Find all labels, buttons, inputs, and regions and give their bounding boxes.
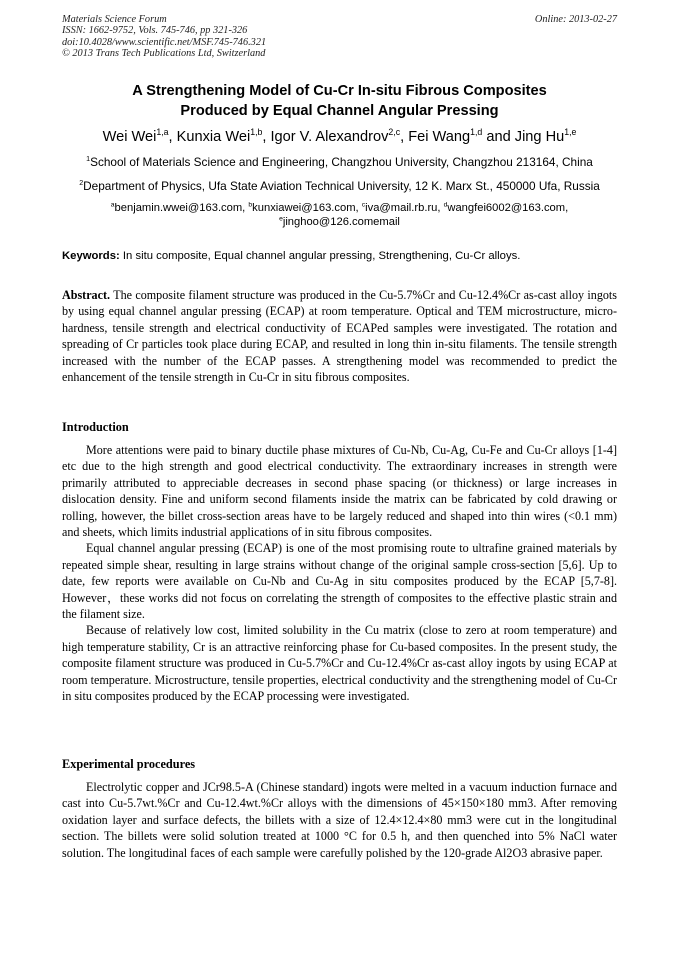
- email-list: [62, 201, 617, 229]
- email-entry: $^d$wangfei6002@163.com,: [443, 201, 569, 214]
- author-affiliation-mark: 1,d: [470, 127, 483, 138]
- affiliation-text: School of Materials Science and Engineering, Changzhou University, Changzhou 213164, China: [90, 155, 593, 169]
- author-separator: ,: [262, 129, 271, 145]
- author-separator: ,: [400, 129, 409, 145]
- affiliation-1: [62, 155, 617, 169]
- author-separator: ,: [168, 129, 177, 145]
- affiliation-number: 1: [86, 155, 91, 164]
- email-address[interactable]: jinghoo@126.comemail: [282, 216, 400, 228]
- author-name: Igor V. Alexandrov: [270, 129, 389, 145]
- keywords: [62, 249, 617, 263]
- affiliation-text: Department of Physics, Ufa State Aviation Technical University, 12 K. Marx St., 450000 Ufa, Russia: [83, 179, 600, 193]
- paragraph: Because of relatively low cost, limited solubility in the Cu matrix (close to zero at room temperature) and high temperature stability, Cr is an attractive reinforcing phase for Cu-based composites. In the present study, the composite filament structure was produced in Cu-5.7%Cr and Cu-12.4%Cr as-cast alloy ingots by using ECAP at room temperature. Microstructure, tensile properties, electrical conductivity and the strengthening model of Cu-Cr in situ composites produced by the ECAP processing were investigated.: [62, 623, 617, 704]
- issn-line: ISSN: 1662-9752, Vols. 745-746, pp 321-326: [62, 25, 248, 37]
- author-separator: and: [482, 129, 515, 145]
- email-entry: $^a$benjamin.wwei@163.com,: [110, 201, 246, 214]
- paragraph: Electrolytic copper and JCr98.5-A (Chinese standard) ingots were melted in a vacuum induction furnace and cast into Cu-5.7wt.%Cr and Cu-12.4wt.%Cr alloys with the dimensions of 45×150×180 mm3. After removing oxidation layer and surface defects, the billets with a size of 12.4×12.4×80 mm3 were cut in the longitudinal section. The billets were solid solution treated at 1000 °C for 0.5 h, and then quenched into 5% NaCl water solution. The longitudinal faces of each sample were carefully polished by the 120-grade Al2O3 abrasive paper.: [62, 780, 617, 860]
- email-address[interactable]: wangfei6002@163.com,: [447, 202, 569, 214]
- email-entry: $^c$iva@mail.rb.ru,: [361, 201, 441, 214]
- introduction-body: [62, 442, 617, 705]
- author-affiliation-mark: 2,c: [388, 127, 401, 138]
- doi-line: doi:10.4028/www.scientific.net/MSF.745-746.321: [62, 36, 267, 48]
- author-affiliation-mark: 1,b: [250, 127, 263, 138]
- title-line-2: Produced by Equal Channel Angular Pressing: [180, 103, 499, 119]
- abstract: [62, 287, 617, 385]
- email-entry: $^b$kunxiawei@163.com,: [248, 201, 359, 214]
- author-affiliation-mark: 1,e: [564, 127, 577, 138]
- experimental-body: [62, 779, 617, 861]
- keywords-label: Keywords:: [62, 250, 120, 262]
- keywords-text: In situ composite, Equal channel angular pressing, Strengthening, Cu-Cr alloys.: [122, 250, 521, 262]
- online-date: Online: 2013-02-27: [534, 14, 617, 25]
- email-address[interactable]: iva@mail.rb.ru,: [365, 202, 441, 214]
- author-name: Kunxia Wei: [176, 129, 251, 145]
- author-name: Jing Hu: [514, 129, 565, 145]
- affiliation-number: 2: [79, 179, 84, 188]
- affiliation-2: [62, 179, 617, 193]
- author-list: [62, 127, 617, 147]
- experimental-heading: Experimental procedures: [62, 757, 196, 771]
- author-affiliation-mark: 1,a: [156, 127, 169, 138]
- title-line-1: A Strengthening Model of Cu-Cr In-situ Fibrous Composites: [132, 83, 547, 99]
- abstract-label: Abstract.: [62, 288, 111, 302]
- email-address[interactable]: kunxiawei@163.com,: [252, 202, 359, 214]
- paper-title: [62, 81, 617, 121]
- introduction-heading: Introduction: [62, 420, 129, 434]
- author-name: Fei Wang: [408, 129, 471, 145]
- author-name: Wei Wei: [102, 129, 157, 145]
- paragraph: More attentions were paid to binary ductile phase mixtures of Cu-Nb, Cu-Ag, Cu-Fe and Cu-Cr alloys [1-4] etc due to the high strength and good electrical conductivity. The extraordinary increases in strength were primarily attributed to appreciable decreases in second phase spacing (or thickness) or large increases in dislocation density. Fine and uniform second filaments inside the matrix can be fabricated by cold drawing or rolling, however, the billet cross-section areas have to be largely reduced and shaped into thin wires (<0.1 mm) and sheets, which limits industrial applications of in situ fibrous composites.: [62, 443, 617, 540]
- journal-name: Materials Science Forum: [62, 14, 167, 25]
- journal-header: [62, 14, 617, 59]
- email-address[interactable]: benjamin.wwei@163.com,: [114, 202, 246, 214]
- email-entry: $^e$jinghoo@126.comemail: [279, 215, 400, 228]
- copyright-line: © 2013 Trans Tech Publications Ltd, Switzerland: [62, 47, 266, 59]
- abstract-text: The composite filament structure was produced in the Cu-5.7%Cr and Cu-12.4%Cr as-cast alloy ingots by using equal channel angular pressing (ECAP) at room temperature. Optical and TEM microstructure, micro-hardness, tensile strength and electrical conductivity of ECAPed samples were investigated. The rotation and spreading of Cr particles took place during ECAP, and resulted in long thin in-situ filaments. The tensile strength increased with the number of the ECAP passes. A strengthening model was recommended to predict the enhancement of the tensile strength in Cu-Cr in situ fibrous composites.: [62, 288, 617, 385]
- paragraph: Equal channel angular pressing (ECAP) is one of the most promising route to ultrafine grained materials by repeated simple shear, resulting in large strains without change of the original sample cross-section [5,6]. Up to date, few reports were available on Cu-Nb and Cu-Ag in situ composites produced by the ECAP [5,7-8]. However，these works did not focus on correlating the strength of composites to the effective plastic strain and the filament size.: [62, 541, 617, 622]
